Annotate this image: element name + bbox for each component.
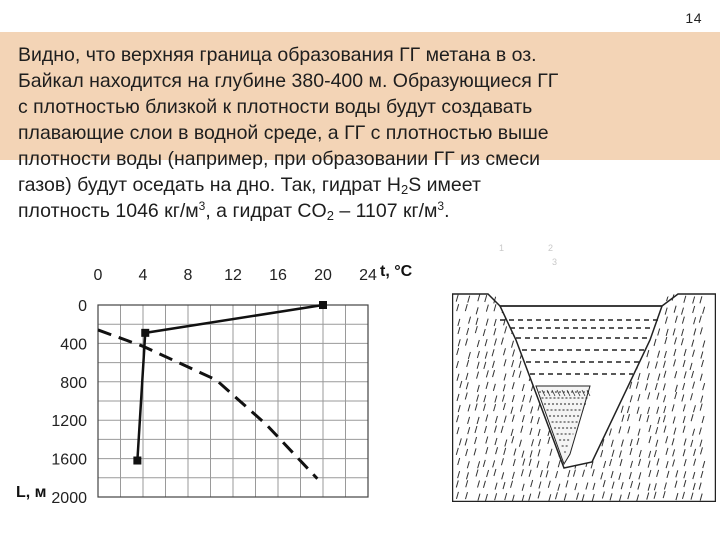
series-marker (133, 457, 141, 465)
subscript: 2 (400, 182, 409, 197)
body-line: с плотностью близкой к плотности воды будут создавать (18, 96, 533, 118)
body-line (18, 198, 698, 224)
slide-number: 14 (685, 10, 702, 26)
text-fragment: . (444, 200, 450, 222)
diagram-label-3: 3 (552, 257, 558, 267)
subscript: 2 (326, 208, 334, 223)
text-fragment: , а гидрат CO (205, 200, 327, 222)
y-tick-label: 800 (60, 374, 87, 392)
x-axis-label: t, °C (380, 263, 413, 280)
y-tick-label: 1200 (51, 413, 87, 431)
series-marker (319, 301, 327, 309)
x-tick-label: 16 (269, 267, 287, 284)
text-fragment: S имеет (408, 174, 481, 196)
text-fragment: плотность 1046 кг/м (18, 200, 199, 222)
y-tick-label: 0 (78, 298, 87, 315)
y-tick-label: 400 (60, 336, 87, 354)
x-tick-label: 0 (93, 267, 103, 284)
y-tick-label: 1600 (51, 451, 87, 469)
body-text (18, 42, 698, 224)
diagram-label-2: 2 (548, 243, 554, 253)
body-line: плавающие слои в водной среде, а ГГ с плотностью выше (18, 122, 549, 144)
series-dashed-line (98, 330, 317, 479)
body-line (18, 172, 698, 198)
body-line: плотности воды (например, при образовании ГГ из смеси (18, 148, 540, 170)
text-fragment: газов) будут оседать на дно. Так, гидрат H (18, 174, 401, 196)
text-fragment: – 1107 кг/м (333, 200, 438, 222)
hydrate-stability-chart (12, 243, 432, 533)
x-tick-label: 12 (224, 267, 242, 284)
body-line: Байкал находится на глубине 380-400 м. Образующиеся ГГ (18, 70, 559, 92)
chart-canvas (12, 243, 432, 533)
y-axis-label: L, м (16, 484, 47, 501)
series-marker (141, 329, 149, 337)
x-tick-label: 20 (314, 267, 332, 284)
lake-cross-section-diagram (452, 268, 716, 502)
x-tick-label: 8 (183, 267, 193, 284)
superscript: 3 (198, 199, 206, 213)
body-line: Видно, что верхняя граница образования ГГ метана в оз. (18, 44, 537, 66)
superscript: 3 (437, 199, 445, 213)
y-tick-label: 2000 (51, 490, 87, 507)
diagram-label-1: 1 (499, 243, 505, 253)
x-tick-label: 4 (138, 267, 148, 284)
x-tick-label: 24 (359, 267, 377, 284)
cross-section-canvas (452, 268, 716, 502)
